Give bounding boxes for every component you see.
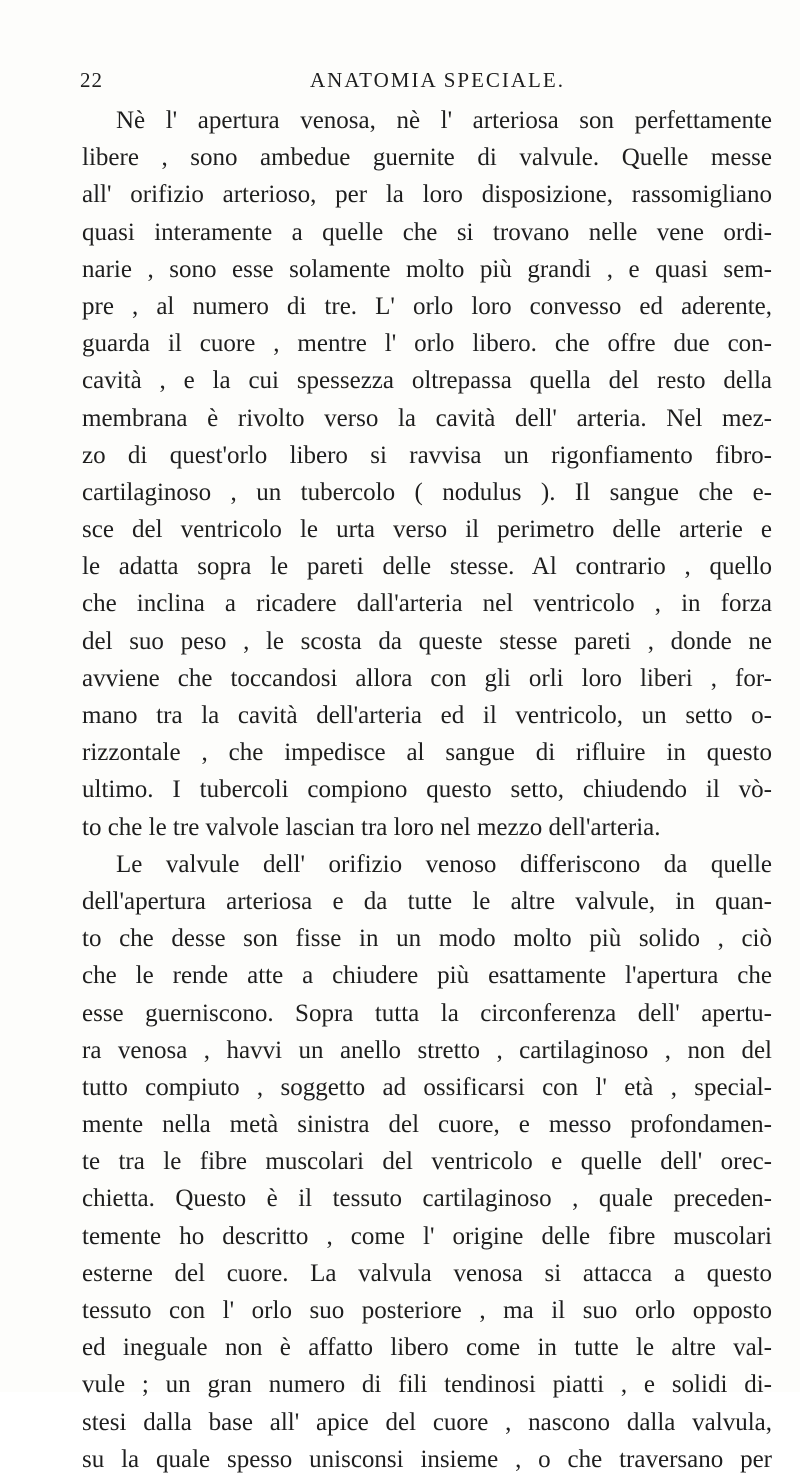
text-line: vule ; un gran numero di fili tendinosi piatti , e solidi di- <box>82 1371 772 1399</box>
text-line: cartilaginoso , un tubercolo ( nodulus ). Il sangue che e- <box>82 478 772 506</box>
text-line: mente nella metà sinistra del cuore, e messo profondamen- <box>82 1111 772 1139</box>
text-line: esse guerniscono. Sopra tutta la circonferenza dell' apertu- <box>82 999 772 1027</box>
text-line: quasi interamente a quelle che si trovano nelle vene ordi- <box>82 218 772 246</box>
body-text <box>82 102 772 1478</box>
text-line: ultimo. I tubercoli compiono questo setto, chiudendo il vò- <box>82 776 772 804</box>
text-line: del suo peso , le scosta da queste stesse pareti , donde ne <box>82 627 772 655</box>
text-line: esterne del cuore. La valvula venosa si attacca a questo <box>82 1259 772 1287</box>
text-line: zo di quest'orlo libero si ravvisa un rigonfiamento fibro- <box>82 441 772 469</box>
running-head <box>80 68 750 98</box>
page-number: 22 <box>80 68 103 92</box>
text-line: te tra le fibre muscolari del ventricolo e quelle dell' orec- <box>82 1148 772 1176</box>
text-line: mano tra la cavità dell'arteria ed il ventricolo, un setto o- <box>82 702 772 729</box>
running-title: ANATOMIA SPECIALE. <box>310 68 565 92</box>
text-line: cavità , e la cui spessezza oltrepassa quella del resto della <box>82 367 772 395</box>
text-line: to che desse son fisse in un modo molto più solido , ciò <box>82 925 772 953</box>
text-line: ed ineguale non è affatto libero come in tutte le altre val- <box>82 1334 772 1362</box>
text-line: dell'apertura arteriosa e da tutte le altre valvule, in quan- <box>82 887 772 915</box>
text-line: membrana è rivolto verso la cavità dell' arteria. Nel mez- <box>82 404 772 432</box>
text-line: ra venosa , havvi un anello stretto , cartilaginoso , non del <box>82 1036 772 1064</box>
text-line: stesi dalla base all' apice del cuore , nascono dalla valvula, <box>82 1408 772 1436</box>
text-line: libere , sono ambedue guernite di valvule. Quelle messe <box>82 144 772 172</box>
text-line: temente ho descritto , come l' origine delle fibre muscolari <box>82 1222 772 1250</box>
text-line: tessuto con l' orlo suo posteriore , ma il suo orlo opposto <box>82 1297 772 1324</box>
text-line: rizzontale , che impedisce al sangue di rifluire in questo <box>82 739 772 767</box>
text-line: to che le tre valvole lascian tra loro nel mezzo dell'arteria. <box>82 813 661 841</box>
text-line: che le rende atte a chiudere più esattamente l'apertura che <box>82 962 772 990</box>
text-line: pre , al numero di tre. L' orlo loro convesso ed aderente, <box>82 292 772 320</box>
text-line: sce del ventricolo le urta verso il perimetro delle arterie e <box>82 516 772 544</box>
text-line: su la quale spesso unisconsi insieme , o che traversano per <box>82 1445 772 1473</box>
text-line: che inclina a ricadere dall'arteria nel ventricolo , in forza <box>82 590 772 618</box>
text-line: guarda il cuore , mentre l' orlo libero. che offre due con- <box>82 330 772 358</box>
text-line: le adatta sopra le pareti delle stesse. Al contrario , quello <box>82 553 772 581</box>
text-line: Nè l' apertura venosa, nè l' arteriosa son perfettamente <box>116 107 772 134</box>
text-line: chietta. Questo è il tessuto cartilaginoso , quale preceden- <box>82 1185 772 1213</box>
text-line: narie , sono esse solamente molto più grandi , e quasi sem- <box>82 255 772 283</box>
text-line: tutto compiuto , soggetto ad ossificarsi con l' età , special- <box>82 1073 772 1101</box>
text-line: Le valvule dell' orifizio venoso differiscono da quelle <box>116 850 772 878</box>
text-line: all' orifizio arterioso, per la loro disposizione, rassomigliano <box>82 181 772 209</box>
text-line: avviene che toccandosi allora con gli orli loro liberi , for- <box>82 664 772 692</box>
